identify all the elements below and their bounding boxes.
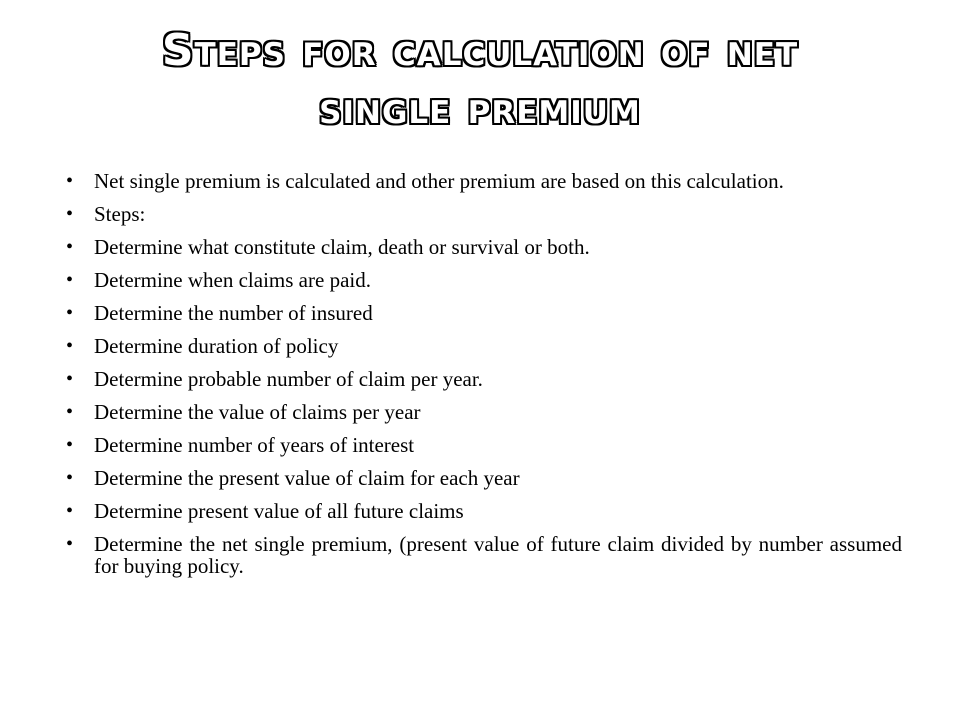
bullet-icon: •	[66, 467, 74, 489]
bullet-icon: •	[66, 203, 74, 225]
bullet-item	[66, 302, 902, 324]
bullet-item	[66, 269, 902, 291]
bullet-item	[66, 203, 902, 225]
bullet-item	[66, 368, 902, 390]
bullet-text: Net single premium is calculated and other premium are based on this calculation.	[94, 169, 784, 193]
bullet-text: Determine number of years of interest	[94, 433, 415, 457]
bullet-text: Determine the number of insured	[94, 301, 373, 325]
bullet-text: Determine when claims are paid.	[94, 268, 371, 292]
bullet-item	[66, 236, 902, 258]
bullet-text: Determine the net single premium, (present value of future claim divided by number assumed for buying policy.	[94, 532, 902, 578]
bullet-icon: •	[66, 302, 74, 324]
slide-title-line-1: Steps for calculation of net	[161, 25, 799, 76]
bullet-item	[66, 335, 902, 357]
slide-title	[40, 22, 920, 138]
bullet-icon: •	[66, 236, 74, 258]
bullet-icon: •	[66, 401, 74, 423]
bullet-icon: •	[66, 335, 74, 357]
bullet-item	[66, 500, 902, 522]
bullet-text: Determine probable number of claim per year.	[94, 367, 483, 391]
bullet-icon: •	[66, 368, 74, 390]
bullet-icon: •	[66, 170, 74, 192]
bullet-item	[66, 533, 902, 577]
bullet-text: Determine the value of claims per year	[94, 400, 421, 424]
bullet-item	[66, 467, 902, 489]
slide-title-line-2: single premium	[319, 83, 641, 134]
bullet-text: Determine the present value of claim for each year	[94, 466, 520, 490]
bullet-item	[66, 170, 902, 192]
bullet-text: Determine present value of all future claims	[94, 499, 464, 523]
bullet-item	[66, 401, 902, 423]
bullet-item	[66, 434, 902, 456]
bullet-text: Determine duration of policy	[94, 334, 339, 358]
bullet-icon: •	[66, 500, 74, 522]
bullet-icon: •	[66, 269, 74, 291]
bullet-list	[66, 170, 902, 588]
bullet-icon: •	[66, 434, 74, 456]
bullet-text: Determine what constitute claim, death or survival or both.	[94, 235, 590, 259]
bullet-text: Steps:	[94, 202, 146, 226]
bullet-icon: •	[66, 533, 74, 555]
